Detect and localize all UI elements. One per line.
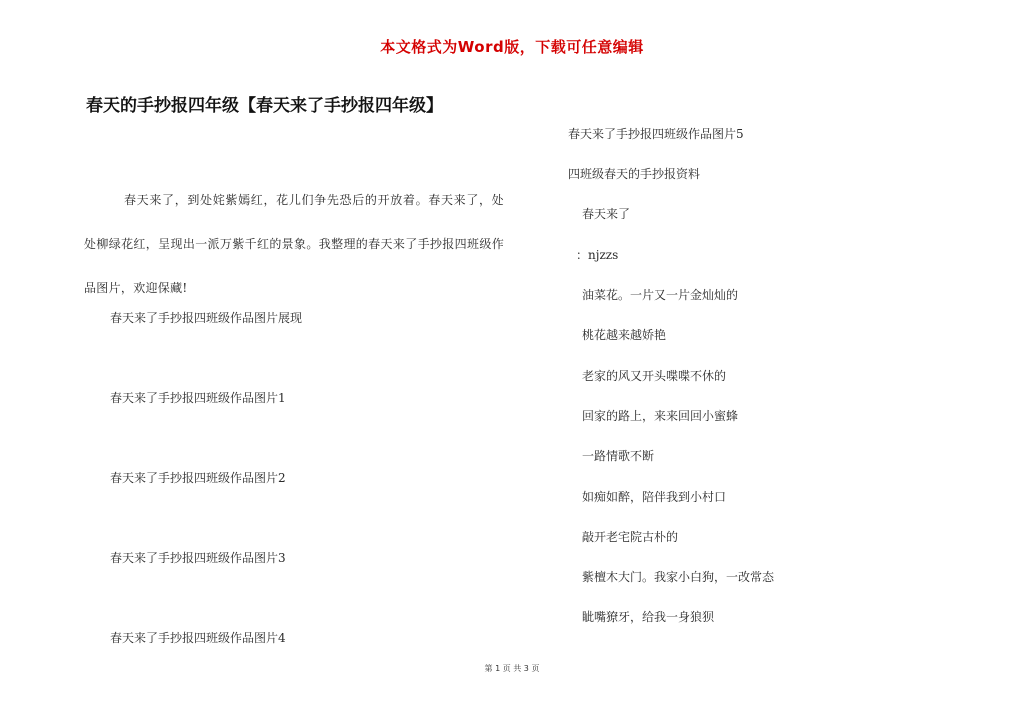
right-line-4: ：njzzs (576, 248, 619, 262)
right-line-8: 回家的路上，来来回回小蜜蜂 (582, 409, 739, 423)
left-line-5: 春天来了手抄报四班级作品图片4 (110, 631, 286, 645)
right-line-11: 敲开老宅院古朴的 (582, 530, 679, 544)
left-line-1: 春天来了手抄报四班级作品图片展现 (110, 311, 303, 325)
right-line-12: 紫檀木大门。我家小白狗，一改常态 (582, 570, 775, 584)
page-number-footer: 第 1 页 共 3 页 (484, 664, 540, 673)
right-line-6: 桃花越来越娇艳 (582, 328, 667, 342)
right-line-13: 眦嘴獠牙，给我一身狼狈 (582, 610, 715, 624)
right-line-9: 一路情歌不断 (582, 449, 655, 463)
right-line-2: 四班级春天的手抄报资料 (568, 167, 701, 181)
right-line-1: 春天来了手抄报四班级作品图片5 (568, 127, 744, 141)
right-line-3: 春天来了 (582, 207, 631, 221)
left-line-3: 春天来了手抄报四班级作品图片2 (110, 471, 286, 485)
left-line-2: 春天来了手抄报四班级作品图片1 (110, 391, 286, 405)
left-line-4: 春天来了手抄报四班级作品图片3 (110, 551, 286, 565)
download-banner: 本文格式为Word版，下载可任意编辑 (380, 38, 644, 56)
intro-paragraph: 春天来了，到处姹紫嫣红，花儿们争先恐后的开放着。春天来了，处处柳绿花红，呈现出一派万紫千红的景象。我整理的春天来了手抄报四班级作品图片，欢迎保藏! (84, 193, 504, 295)
right-line-7: 老家的风又开头喋喋不休的 (582, 369, 727, 383)
right-line-5: 油菜花。一片又一片金灿灿的 (582, 288, 739, 302)
document-title: 春天的手抄报四年级【春天来了手抄报四年级】 (86, 96, 443, 116)
right-line-10: 如痴如醉，陪伴我到小村口 (582, 490, 727, 504)
